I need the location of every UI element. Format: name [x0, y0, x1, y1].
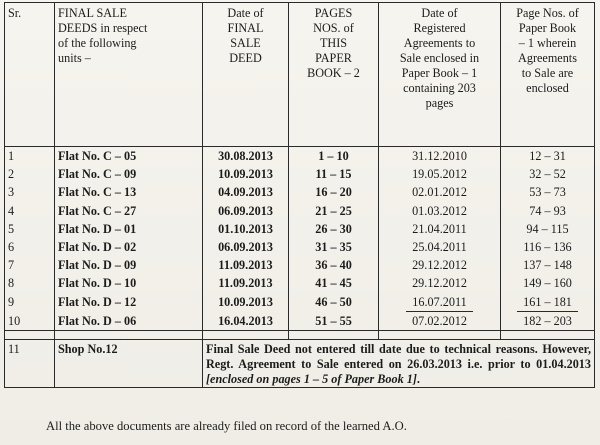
cell-final-date: 30.08.2013 — [203, 147, 289, 166]
table-row — [5, 238, 595, 256]
spacer-cell — [5, 330, 55, 339]
header-final-sale-deeds: FINAL SALE DEEDS in respect of the following units – — [55, 3, 203, 147]
cell-pages: 1 – 10 — [289, 147, 379, 166]
table-row — [5, 183, 595, 201]
cell-page-nos: 32 – 52 — [501, 165, 595, 183]
cell-final-date: 11.09.2013 — [203, 256, 289, 274]
cell-reg-date: 29.12.2012 — [379, 256, 501, 274]
shop-row — [5, 339, 595, 387]
cell-unit: Shop No.12 — [55, 339, 203, 387]
cell-pages: 51 – 55 — [289, 312, 379, 331]
cell-pages: 21 – 25 — [289, 202, 379, 220]
cell-pages: 26 – 30 — [289, 220, 379, 238]
final-sale-deeds-table — [4, 2, 595, 388]
spacer-row — [5, 330, 595, 339]
cell-unit: Flat No. D – 10 — [55, 274, 203, 292]
footer-note: All the above documents are already filed on record of the learned A.O. — [46, 419, 407, 433]
cell-page-nos — [501, 293, 595, 312]
cell-pages: 16 – 20 — [289, 183, 379, 201]
cell-reg-date: 02.01.2012 — [379, 183, 501, 201]
cell-pages: 41 – 45 — [289, 274, 379, 292]
cell-sr: 4 — [5, 202, 55, 220]
table-row — [5, 293, 595, 312]
cell-page-nos: 137 – 148 — [501, 256, 595, 274]
table-row — [5, 256, 595, 274]
header-pages-this-paper-book: PAGES NOS. of THIS PAPER BOOK – 2 — [289, 3, 379, 147]
table-row — [5, 312, 595, 331]
cell-sr: 10 — [5, 312, 55, 331]
header-registered-agreement-date: Date of Registered Agreements to Sale enclosed in Paper Book – 1 containing 203 pages — [379, 3, 501, 147]
table-row — [5, 220, 595, 238]
cell-page-nos: 116 – 136 — [501, 238, 595, 256]
cell-final-date: 11.09.2013 — [203, 274, 289, 292]
table-row — [5, 202, 595, 220]
cell-page-nos: 149 – 160 — [501, 274, 595, 292]
spacer-cell — [203, 330, 289, 339]
cell-page-nos: 94 – 115 — [501, 220, 595, 238]
cell-pages: 36 – 40 — [289, 256, 379, 274]
shop-note-main: Final Sale Deed not entered till date due to technical reasons. However, Regt. Agreement to Sale entered on 26.03.2013 i.e. prior to 01.04.2013 — [206, 341, 591, 371]
spacer-cell — [379, 330, 501, 339]
cell-sr: 9 — [5, 293, 55, 312]
cell-page-nos: 53 – 73 — [501, 183, 595, 201]
cell-unit: Flat No. C – 05 — [55, 147, 203, 166]
table-row — [5, 274, 595, 292]
spacer-cell — [501, 330, 595, 339]
cell-reg-date: 07.02.2012 — [379, 312, 501, 331]
shop-note-enclosed: [enclosed on pages 1 – 5 of Paper Book 1] — [206, 371, 417, 386]
cell-unit: Flat No. D – 06 — [55, 312, 203, 331]
cell-unit: Flat No. C – 13 — [55, 183, 203, 201]
cell-final-date: 06.09.2013 — [203, 202, 289, 220]
cell-final-date: 16.04.2013 — [203, 312, 289, 331]
cell-unit: Flat No. D – 02 — [55, 238, 203, 256]
underlined-date: 16.07.2011 — [406, 293, 472, 312]
cell-sr: 6 — [5, 238, 55, 256]
table-row — [5, 147, 595, 166]
cell-final-date: 10.09.2013 — [203, 165, 289, 183]
cell-sr: 5 — [5, 220, 55, 238]
underlined-page-nos: 161 – 181 — [517, 293, 578, 312]
cell-sr: 8 — [5, 274, 55, 292]
cell-final-date: 04.09.2013 — [203, 183, 289, 201]
spacer-cell — [55, 330, 203, 339]
cell-final-date: 06.09.2013 — [203, 238, 289, 256]
cell-sr: 1 — [5, 147, 55, 166]
cell-pages: 31 – 35 — [289, 238, 379, 256]
cell-sr: 2 — [5, 165, 55, 183]
cell-final-date: 10.09.2013 — [203, 293, 289, 312]
cell-final-date: 01.10.2013 — [203, 220, 289, 238]
cell-pages: 11 – 15 — [289, 165, 379, 183]
cell-reg-date: 25.04.2011 — [379, 238, 501, 256]
shop-note-end: . — [416, 371, 420, 386]
header-row — [5, 3, 595, 147]
cell-page-nos: 74 – 93 — [501, 202, 595, 220]
cell-unit: Flat No. D – 12 — [55, 293, 203, 312]
cell-reg-date: 21.04.2011 — [379, 220, 501, 238]
cell-reg-date: 19.05.2012 — [379, 165, 501, 183]
cell-sr: 11 — [5, 339, 55, 387]
spacer-cell — [289, 330, 379, 339]
cell-reg-date — [379, 293, 501, 312]
cell-unit: Flat No. C – 09 — [55, 165, 203, 183]
cell-reg-date: 01.03.2012 — [379, 202, 501, 220]
cell-page-nos: 12 – 31 — [501, 147, 595, 166]
header-final-sale-deed-date: Date of FINAL SALE DEED — [203, 3, 289, 147]
cell-sr: 7 — [5, 256, 55, 274]
header-paper-book-page-nos: Page Nos. of Paper Book – 1 wherein Agreements to Sale are enclosed — [501, 3, 595, 147]
cell-pages: 46 – 50 — [289, 293, 379, 312]
cell-reg-date: 31.12.2010 — [379, 147, 501, 166]
shop-note — [203, 339, 595, 387]
cell-unit: Flat No. C – 27 — [55, 202, 203, 220]
cell-page-nos: 182 – 203 — [501, 312, 595, 331]
cell-unit: Flat No. D – 01 — [55, 220, 203, 238]
cell-reg-date: 29.12.2012 — [379, 274, 501, 292]
cell-sr: 3 — [5, 183, 55, 201]
table-row — [5, 165, 595, 183]
cell-unit: Flat No. D – 09 — [55, 256, 203, 274]
header-sr: Sr. — [5, 3, 55, 147]
